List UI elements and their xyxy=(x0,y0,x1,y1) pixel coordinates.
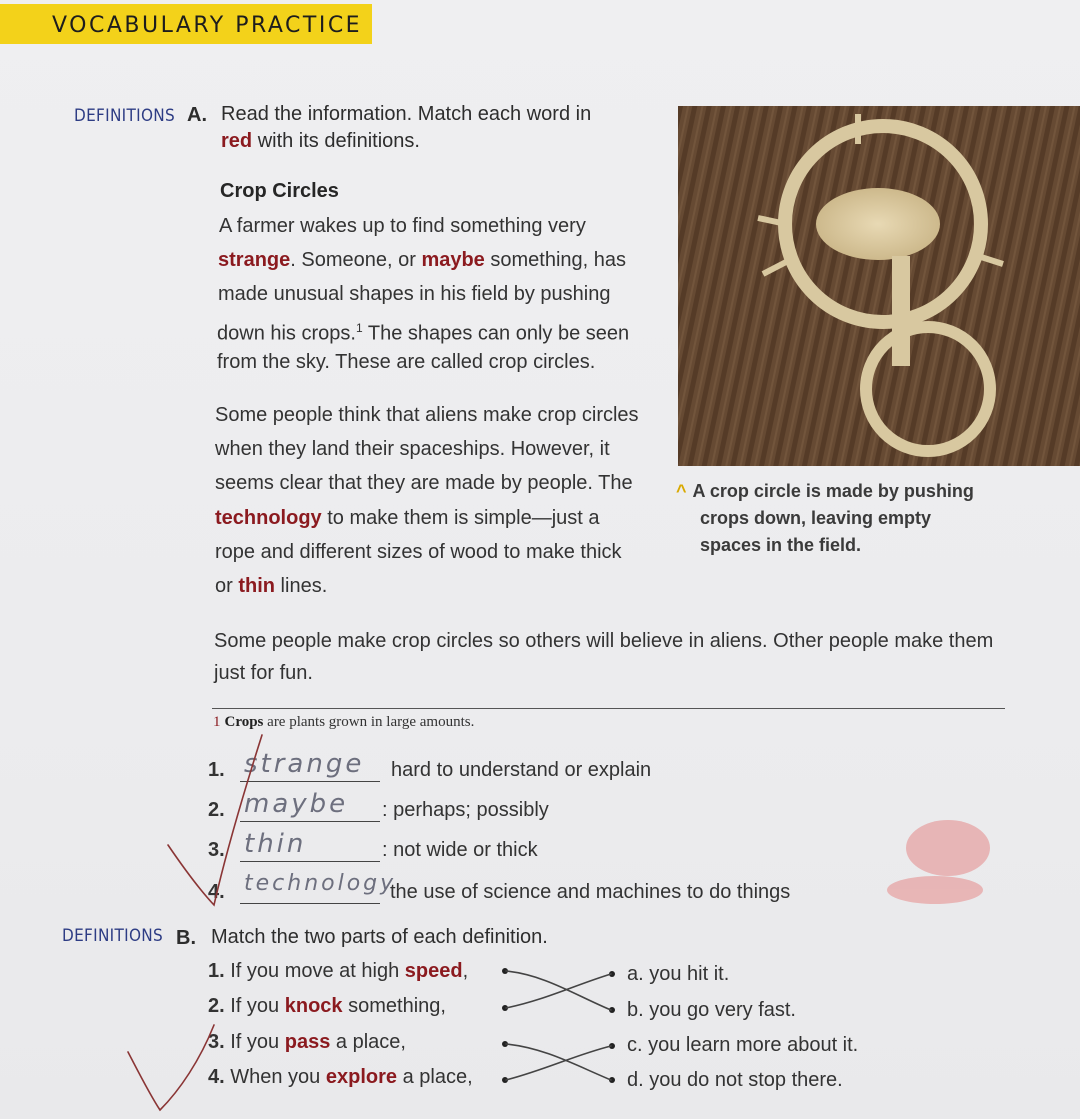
caption-text-1: A crop circle is made by pushing xyxy=(692,481,974,501)
p2-line-2: when they land their spaceships. However, it xyxy=(215,438,610,460)
match-text-b: something, xyxy=(342,995,446,1017)
p1-line-3: made unusual shapes in his field by pushing xyxy=(218,283,611,305)
match-number: 1. xyxy=(208,960,225,982)
p2-line-6b: lines. xyxy=(275,575,328,597)
handwritten-answer: maybe xyxy=(244,789,349,819)
def-number: 3. xyxy=(208,839,225,861)
match-right-text: you learn more about it. xyxy=(648,1034,859,1056)
match-lines-icon xyxy=(506,971,611,1080)
p3-line-1: Some people make crop circles so others will believe in aliens. Other people make them xyxy=(214,630,994,652)
match-number: 4. xyxy=(208,1066,225,1088)
word-explore: explore xyxy=(325,1066,398,1088)
match-text-a: If you move at high xyxy=(230,960,405,982)
match-letter: a. xyxy=(627,963,644,985)
match-text-a: If you xyxy=(230,995,285,1017)
def-number: 4. xyxy=(208,881,225,903)
footnote-ref: 1 xyxy=(355,321,363,335)
match-right-text: you hit it. xyxy=(649,963,730,985)
match-letter: b. xyxy=(627,999,644,1021)
p2-line-3: seems clear that they are made by people. The xyxy=(215,472,633,494)
part-a-side-label: DEFINITIONS xyxy=(74,106,176,126)
part-b-letter: B. xyxy=(176,927,196,949)
def-text: : not wide or thick xyxy=(382,839,538,861)
word-knock: knock xyxy=(284,995,343,1017)
p1-line-2a: . Someone, or xyxy=(290,249,422,271)
p1-line-4a: down his crops. xyxy=(217,322,356,345)
p2-line-6a: or xyxy=(215,575,239,597)
match-right-text: you do not stop there. xyxy=(649,1069,843,1091)
footnote-text: are plants grown in large amounts. xyxy=(263,714,475,730)
reading-title: Crop Circles xyxy=(220,180,339,202)
caret-up-icon: ^ xyxy=(676,481,687,501)
part-a-letter: A. xyxy=(187,104,207,126)
def-text: hard to understand or explain xyxy=(391,759,652,781)
handwritten-answer: thin xyxy=(244,829,307,859)
word-strange: strange xyxy=(218,249,291,271)
match-text-b: a place, xyxy=(397,1066,473,1088)
caption-line-3: spaces in the field. xyxy=(700,535,862,555)
caption-line-2: crops down, leaving empty xyxy=(700,508,932,528)
word-maybe: maybe xyxy=(421,249,485,271)
word-pass: pass xyxy=(284,1031,331,1053)
red-stamp-icon xyxy=(887,820,990,904)
handwritten-answer: strange xyxy=(244,749,365,779)
part-b-side-label: DEFINITIONS xyxy=(62,926,164,946)
word-speed: speed xyxy=(404,960,463,982)
match-text-b: , xyxy=(462,960,469,982)
p3-line-2: just for fun. xyxy=(214,662,313,684)
footnote-number: 1 xyxy=(213,714,221,730)
part-b-instruction: Match the two parts of each definition. xyxy=(211,926,548,948)
section-title: VOCABULARY PRACTICE xyxy=(52,13,363,38)
p2-line-5: rope and different sizes of wood to make thick xyxy=(215,541,622,563)
p2-line-4b: to make them is simple—just a xyxy=(321,507,600,529)
match-text-a: When you xyxy=(230,1066,326,1088)
word-thin: thin xyxy=(238,575,275,597)
match-number: 3. xyxy=(208,1031,225,1053)
checkmark-icon xyxy=(128,735,262,1110)
handwritten-answer: technology xyxy=(244,871,397,896)
def-text: : perhaps; possibly xyxy=(382,799,549,821)
instruction-red-word: red xyxy=(221,130,253,152)
instruction-line-1: Read the information. Match each word in xyxy=(221,103,592,125)
def-number: 1. xyxy=(208,759,225,781)
p2-line-1: Some people think that aliens make crop circles xyxy=(215,404,639,426)
p1-line-1: A farmer wakes up to find something very xyxy=(219,215,586,237)
instruction-line-2: with its definitions. xyxy=(257,130,420,152)
def-number: 2. xyxy=(208,799,225,821)
word-technology: technology xyxy=(215,507,322,529)
p1-line-5: from the sky. These are called crop circles. xyxy=(217,351,596,373)
match-text-a: If you xyxy=(230,1031,285,1053)
p1-line-4b: The shapes can only be seen xyxy=(362,322,630,345)
p1-line-2b: something, has xyxy=(484,249,627,271)
match-text-b: a place, xyxy=(330,1031,406,1053)
footnote-word: Crops xyxy=(224,714,264,730)
match-right-text: you go very fast. xyxy=(649,999,796,1021)
match-letter: d. xyxy=(627,1069,644,1091)
def-text: the use of science and machines to do things xyxy=(390,881,791,903)
match-number: 2. xyxy=(208,995,225,1017)
match-letter: c. xyxy=(627,1034,643,1056)
